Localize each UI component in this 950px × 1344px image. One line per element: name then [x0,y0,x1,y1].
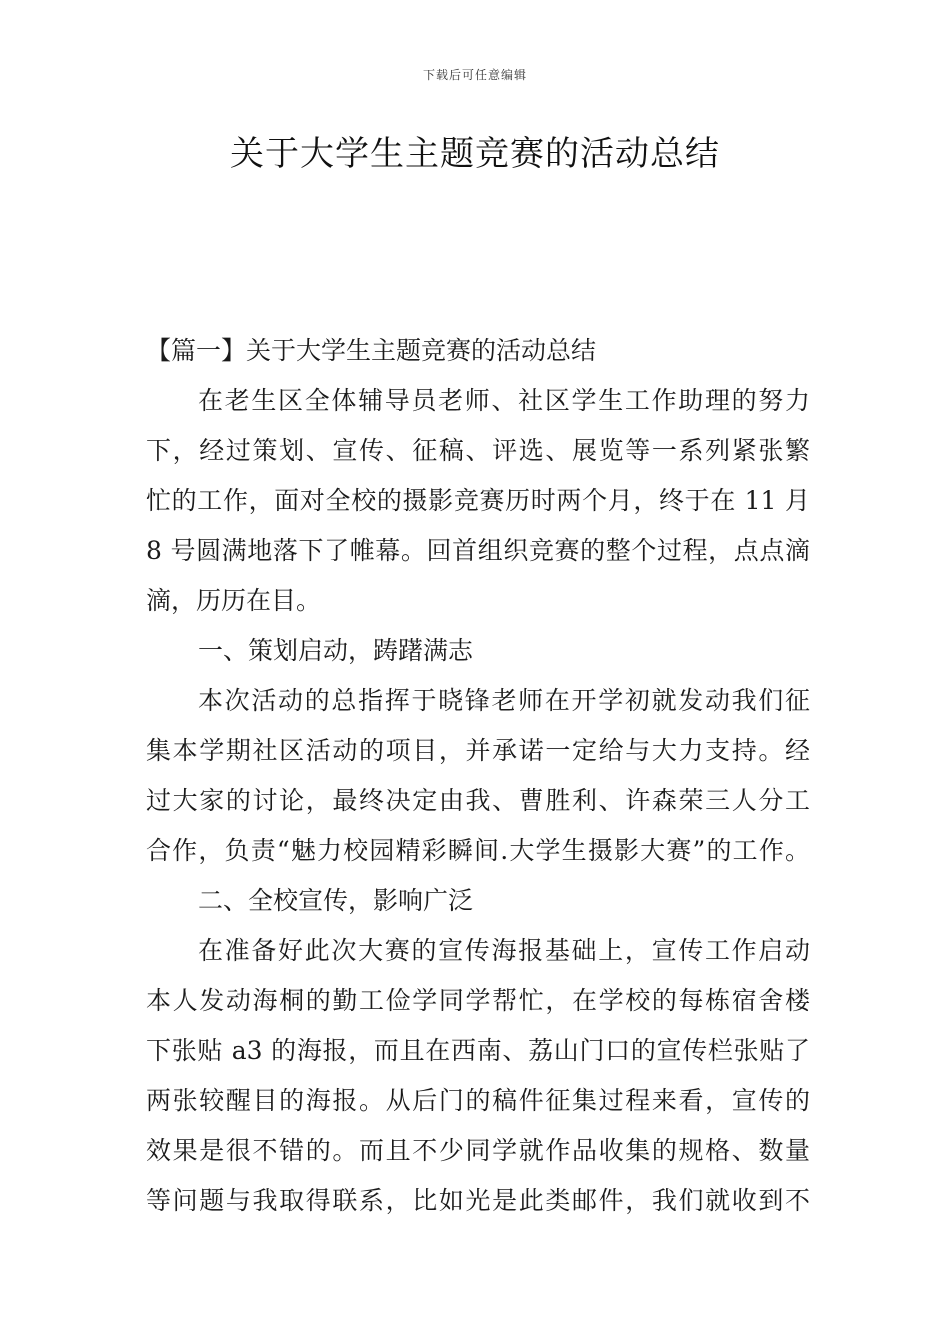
paragraph-line: 效果是很不错的。而且不少同学就作品收集的规格、数量 [146,1136,810,1165]
header-note: 下载后可任意编辑 [422,68,527,82]
paragraph-line: 在老生区全体辅导员老师、社区学生工作助理的努力 [198,386,810,415]
document-body [146,326,810,1226]
document-title: 关于大学生主题竞赛的活动总结 [230,134,720,174]
paragraph-line: 两张较醒目的海报。从后门的稿件征集过程来看，宣传的 [146,1086,810,1115]
paragraph-line: 忙的工作，面对全校的摄影竞赛历时两个月，终于在 11 月 [146,486,810,515]
paragraph-line: 本次活动的总指挥于晓锋老师在开学初就发动我们征 [198,686,810,715]
paragraph-line: 8 号圆满地落下了帷幕。回首组织竞赛的整个过程，点点滴 [146,536,810,565]
section-heading: 【篇一】关于大学生主题竞赛的活动总结 [146,336,597,365]
paragraph-line: 等问题与我取得联系，比如光是此类邮件，我们就收到不 [146,1186,810,1215]
paragraph-line: 合作，负责“魅力校园精彩瞬间.大学生摄影大赛”的工作。 [146,836,810,865]
paragraph-line: 滴，历历在目。 [146,586,322,615]
paragraph-line: 本人发动海桐的勤工俭学同学帮忙，在学校的每栋宿舍楼 [146,986,810,1015]
paragraph-line: 过大家的讨论，最终决定由我、曹胜利、许森荣三人分工 [146,786,810,815]
paragraph-line: 下，经过策划、宣传、征稿、评选、展览等一系列紧张繁 [146,436,810,465]
subsection-heading: 二、全校宣传，影响广泛 [198,886,474,915]
paragraph-line: 集本学期社区活动的项目，并承诺一定给与大力支持。经 [146,736,810,765]
paragraph-line: 在准备好此次大赛的宣传海报基础上，宣传工作启动 [198,936,810,965]
subsection-heading: 一、策划启动，踌躇满志 [198,636,474,665]
paragraph-line: 下张贴 a3 的海报，而且在西南、荔山门口的宣传栏张贴了 [146,1036,810,1065]
